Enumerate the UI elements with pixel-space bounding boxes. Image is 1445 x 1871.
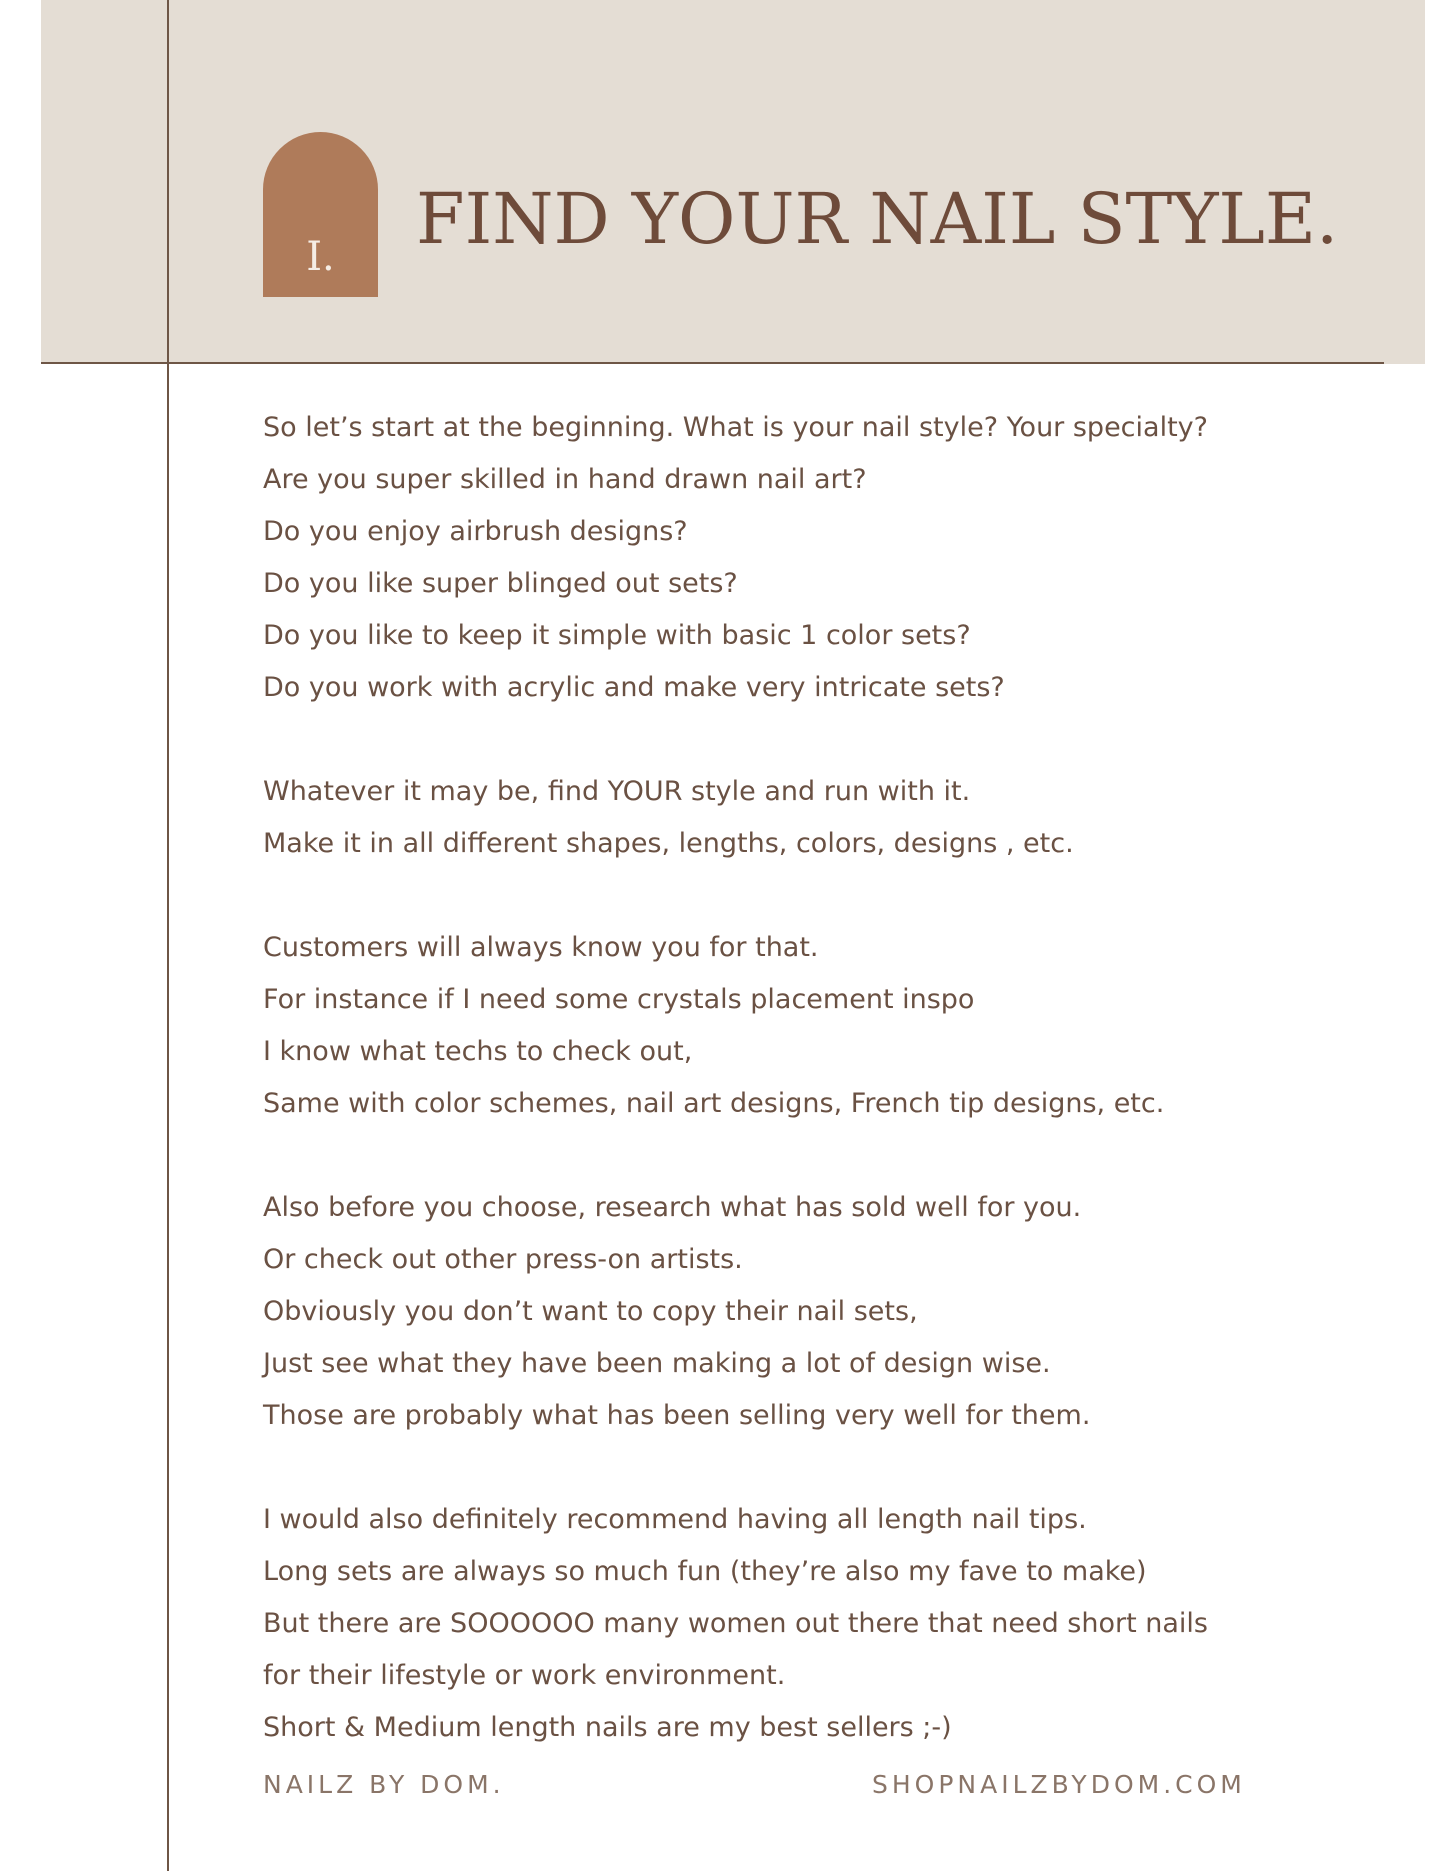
text-line: For instance if I need some crystals placement inspo: [263, 984, 975, 1015]
text-line: Are you super skilled in hand drawn nail art?: [263, 464, 867, 495]
text-line: Short & Medium length nails are my best sellers ;-): [263, 1712, 952, 1743]
body-text: [263, 402, 1273, 1806]
text-line: Same with color schemes, nail art designs, French tip designs, etc.: [263, 1088, 1165, 1119]
text-line: Or check out other press-on artists.: [263, 1244, 743, 1275]
text-line: Make it in all different shapes, lengths, colors, designs , etc.: [263, 828, 1074, 859]
text-line: Those are probably what has been selling very well for them.: [263, 1400, 1091, 1431]
text-line: Just see what they have been making a lot of design wise.: [263, 1348, 1051, 1379]
text-line: Obviously you don’t want to copy their nail sets,: [263, 1296, 918, 1327]
horizontal-divider: [41, 362, 1384, 364]
footer-brand: NAILZ BY DOM.: [263, 1770, 505, 1799]
text-line: Do you work with acrylic and make very intricate sets?: [263, 672, 1005, 703]
page-title: FIND YOUR NAIL STYLE.: [416, 178, 1339, 260]
vertical-divider: [167, 0, 169, 1871]
paragraph-4: [263, 1182, 1273, 1442]
text-line: Do you like super blinged out sets?: [263, 568, 738, 599]
text-line: Do you like to keep it simple with basic 1 color sets?: [263, 620, 971, 651]
text-line: I would also definitely recommend having all length nail tips.: [263, 1504, 1087, 1535]
paragraph-3: [263, 922, 1273, 1130]
text-line: So let’s start at the beginning. What is your nail style? Your specialty?: [263, 412, 1208, 443]
text-line: Also before you choose, research what has sold well for you.: [263, 1192, 1082, 1223]
text-line: Long sets are always so much fun (they’re also my fave to make): [263, 1556, 1147, 1587]
paragraph-2: [263, 766, 1273, 870]
paragraph-5: [263, 1494, 1273, 1754]
section-number: I.: [306, 234, 335, 280]
text-line: But there are SOOOOOO many women out there that need short nails: [263, 1608, 1208, 1639]
text-line: I know what techs to check out,: [263, 1036, 693, 1067]
footer-website: SHOPNAILZBYDOM.COM: [872, 1770, 1246, 1799]
section-number-badge: [263, 132, 378, 297]
text-line: Customers will always know you for that.: [263, 932, 819, 963]
text-line: Do you enjoy airbrush designs?: [263, 516, 688, 547]
paragraph-1: [263, 402, 1273, 714]
text-line: for their lifestyle or work environment.: [263, 1660, 786, 1691]
text-line: Whatever it may be, find YOUR style and run with it.: [263, 776, 971, 807]
